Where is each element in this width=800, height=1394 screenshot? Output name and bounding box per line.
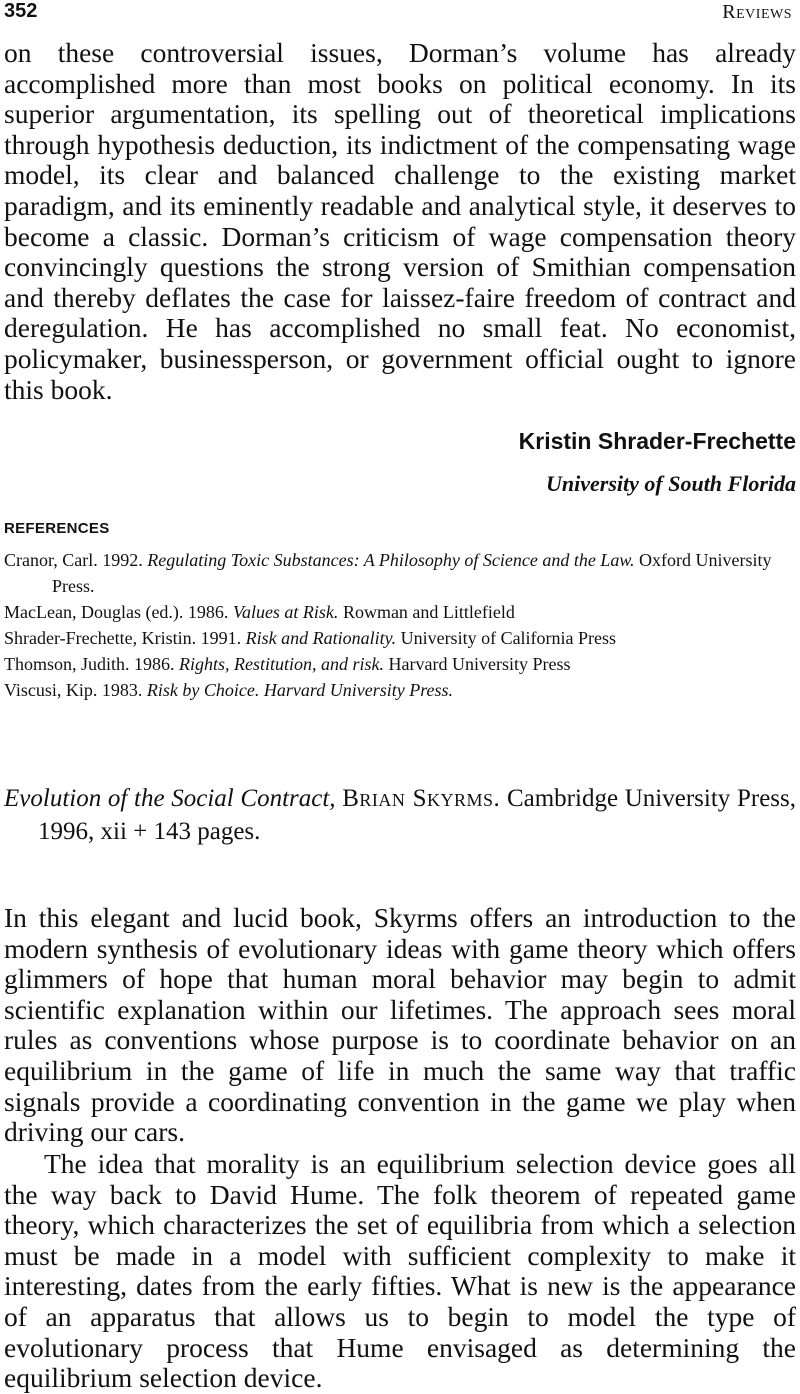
book-author: Brian Skyrms. [342,785,501,812]
book-title: Evolution of the Social Contract, [4,785,336,812]
review-paragraph-1: In this elegant and lucid book, Skyrms offers an introduction to the modern synthesis of evolutionary ideas with game theory which offers glimmers of hope that human moral behavior may begin to admit scientific explanation within our lifetimes. The approach sees moral rules as conventions whose purpose is to coordinate behavior on an equilibrium in the game of life in much the same way that traffic signals provide a coordinating convention in the game we play when driving our cars. [4,902,796,1148]
references-heading: REFERENCES [4,520,110,537]
reviewer-affiliation: University of South Florida [546,471,796,496]
review-closing-paragraph: on these controversial issues, Dorman’s volume has already accomplished more than most books on political economy. In its superior argumentation, its spelling out of theoretical implications through hypothesis deduction, its indictment of the compensating wage model, its clear and balanced challenge to the existing market paradigm, and its eminently readable and analytical style, it deserves to become a classic. Dorman’s criticism of wage compensation theory convincingly questions the strong version of Smithian compensation and thereby deflates the case for laissez-faire freedom of contract and deregulation. He has accomplished no small feat. No economist, policymaker, businessperson, or government official ought to ignore this book. [4,37,796,405]
page-header [0,0,800,26]
reference-item: Cranor, Carl. 1992. Regulating Toxic Substances: A Philosophy of Science and the Law. Oxford University Press. [4,550,772,596]
review-paragraph-2: The idea that morality is an equilibrium selection device goes all the way back to David Hume. The folk theorem of repeated game theory, which characterizes the set of equilibria from which a selection must be made in a model with sufficient complexity to make it interesting, dates from the early fifties. What is new is the appearance of an apparatus that allows us to begin to model the type of evolutionary process that Hume envisaged as determining the equilibrium selection device. [4,1148,796,1394]
references-list [4,547,796,703]
reviewer-name: Kristin Shrader-Frechette [518,428,796,454]
running-head: Reviews [722,1,792,23]
reference-item: MacLean, Douglas (ed.). 1986. Values at Risk. Rowman and Littlefield [4,602,515,622]
reference-item: Shrader-Frechette, Kristin. 1991. Risk and Rationality. University of California Press [4,628,617,648]
reviewed-book-citation [4,782,796,848]
book-publication: Cambridge University Press, 1996, xii + 143 pages. [38,785,796,845]
reference-item: Viscusi, Kip. 1983. Risk by Choice. Harvard University Press. [4,680,454,700]
reference-item: Thomson, Judith. 1986. Rights, Restitution, and risk. Harvard University Press [4,654,571,674]
page-number: 352 [4,0,38,22]
